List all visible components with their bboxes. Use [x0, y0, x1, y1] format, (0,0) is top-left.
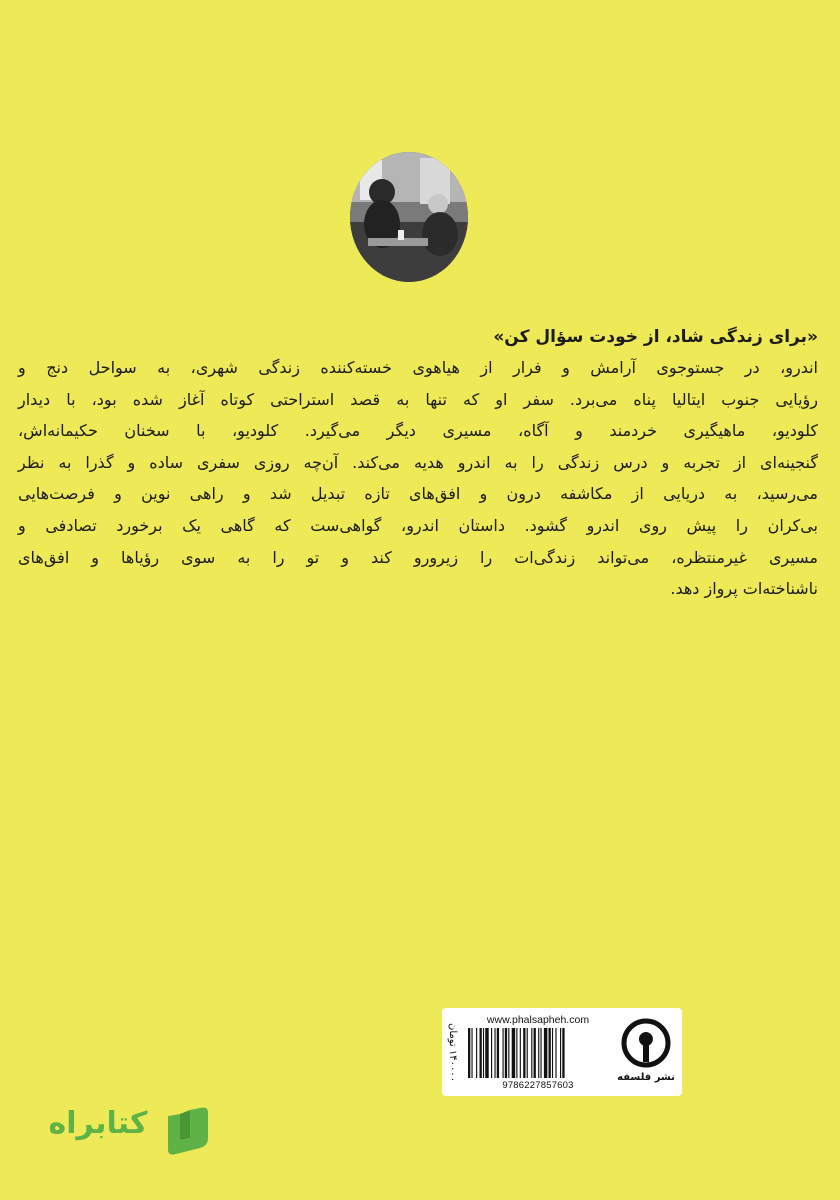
ketabrah-logo [160, 1102, 214, 1158]
publisher-name: نشر فلسفه [617, 1072, 675, 1083]
barcode-panel [442, 1008, 682, 1096]
ketabrah-wordmark: کتابراه [48, 1106, 148, 1141]
blurb-line: رؤیایی جنوب ایتالیا پناه می‌برد. سفر او که تنها به قصد استراحتی کوتاه آغاز شده بود، با دیدار [18, 389, 818, 409]
back-cover-blurb [18, 322, 818, 605]
blurb-line: اندرو، در جستوجوی آرامش و فرار از هیاهوی خسته‌کننده زندگی شهری، به سواحل دنج و [18, 358, 818, 377]
publisher-logo-icon [618, 1018, 674, 1068]
barcode-icon [466, 1028, 610, 1078]
blurb-line: ناشناخته‌ات پرواز دهد. [670, 579, 818, 599]
blurb-line: بی‌کران را پیش روی اندرو گشود. داستان اندرو، گواهی‌ست که گاهی یک برخورد تصادفی و [18, 515, 818, 535]
barcode [466, 1028, 610, 1078]
author-photo [350, 152, 468, 282]
isbn-number: 9786227857603 [502, 1080, 574, 1091]
publisher-logo [618, 1018, 674, 1068]
blurb-line: می‌رسید، به دریایی از مکاشفه درون و افق‌های تازه تبدیل شد و راهی نوین و فرصت‌هایی [18, 484, 818, 504]
blurb-title: «برای زندگی شاد، از خودت سؤال کن» [493, 327, 818, 347]
author-photo-icon [350, 152, 468, 282]
ketabrah-logo-icon [160, 1102, 214, 1158]
blurb-line: کلودیو، ماهیگیری خردمند و آگاه، مسیری دیگر می‌گیرد. کلودیو، با سخنان حکیمانه‌اش، [18, 421, 818, 441]
blurb-line: مسیری غیرمنتظره، می‌تواند زندگی‌ات را زیرورو کند و تو را به سوی رؤیاها و افق‌های [18, 547, 818, 567]
publisher-website: www.phalsapheh.com [486, 1014, 590, 1026]
ketabrah-watermark [38, 1100, 218, 1160]
blurb-line: گنجینه‌ای از تجربه و درس زندگی را به اندرو هدیه می‌کند. آن‌چه روزی سفری ساده و گذرا به نظر [18, 452, 818, 472]
price-label: ۱۴۰۰۰۰ تومان [447, 1023, 458, 1083]
